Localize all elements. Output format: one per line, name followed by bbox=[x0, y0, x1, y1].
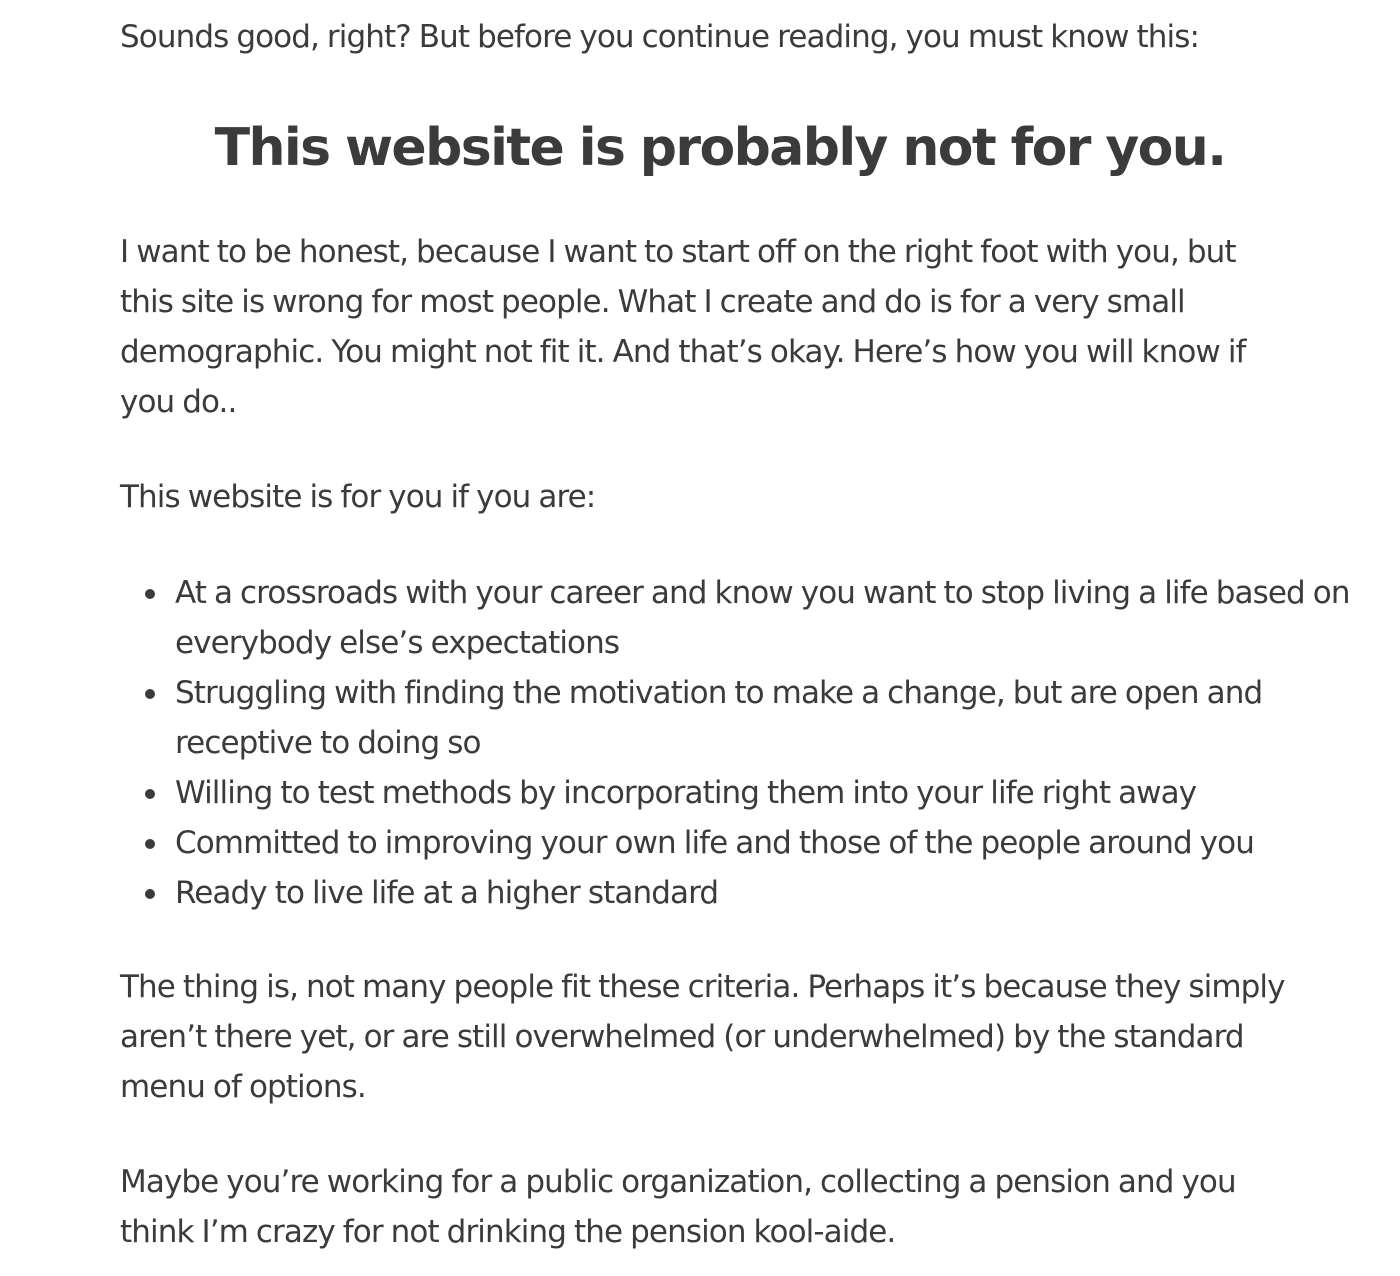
intro-paragraph: Sounds good, right? But before you continue reading, you must know this: bbox=[120, 19, 1200, 55]
list-item: Committed to improving your own life and those of the people around you bbox=[175, 818, 1355, 868]
criteria-list bbox=[120, 568, 1355, 918]
criteria-intro: This website is for you if you are: bbox=[120, 479, 596, 515]
list-item: At a crossroads with your career and know you want to stop living a life based on everybody else’s expectations bbox=[175, 568, 1355, 668]
list-item: Willing to test methods by incorporating them into your life right away bbox=[175, 768, 1355, 818]
pension-paragraph: Maybe you’re working for a public organization, collecting a pension and you think I’m crazy for not drinking the pension kool-aide. bbox=[120, 1164, 1236, 1250]
list-item: Ready to live life at a higher standard bbox=[175, 868, 1355, 918]
criteria-comment-paragraph: The thing is, not many people fit these criteria. Perhaps it’s because they simply aren’t there yet, or are still overwhelmed (or underwhelmed) by the standard menu of options. bbox=[120, 969, 1285, 1105]
list-item: Struggling with finding the motivation to make a change, but are open and receptive to doing so bbox=[175, 668, 1355, 768]
honesty-paragraph: I want to be honest, because I want to start off on the right foot with you, but this site is wrong for most people. What I create and do is for a very small demographic. You might not fit it. And that’s okay. Here’s how you will know if you do.. bbox=[120, 234, 1246, 420]
page-headline: This website is probably not for you. bbox=[214, 118, 1226, 178]
